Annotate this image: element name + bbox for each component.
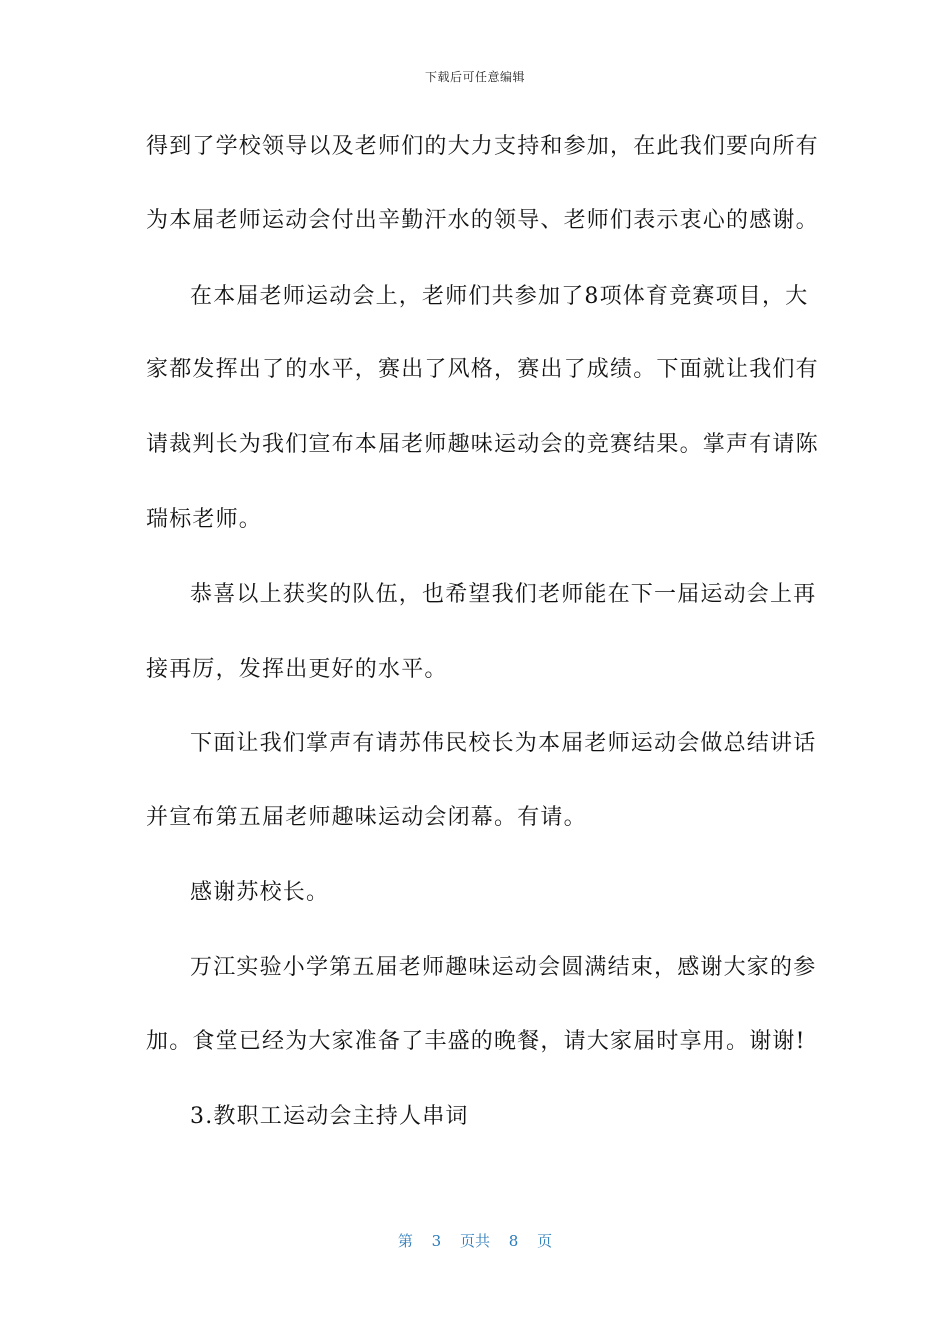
body-line-13: 加。食堂已经为大家准备了丰盛的晚餐，请大家届时享用。谢谢! [146,1029,806,1054]
page-number-footer: 第 3 页共 8 页 [397,1232,553,1250]
body-line-5: 请裁判长为我们宣布本届老师趣味运动会的竞赛结果。掌声有请陈 [146,432,819,457]
body-line-14: 3.教职工运动会主持人串词 [190,1104,469,1129]
body-line-6: 瑞标老师。 [146,507,263,532]
body-line-8: 接再厉，发挥出更好的水平。 [146,657,448,682]
body-line-2: 为本届老师运动会付出辛勤汗水的领导、老师们表示衷心的感谢。 [146,208,819,233]
body-line-4: 家都发挥出了的水平，赛出了风格，赛出了成绩。下面就让我们有 [146,357,819,382]
body-line-11: 感谢苏校长。 [190,880,330,905]
body-line-1: 得到了学校领导以及老师们的大力支持和参加，在此我们要向所有 [146,134,819,159]
body-line-10: 并宣布第五届老师趣味运动会闭幕。有请。 [146,805,587,830]
page-header-note: 下载后可任意编辑 [424,70,525,84]
body-line-7: 恭喜以上获奖的队伍，也希望我们老师能在下一届运动会上再 [190,582,817,607]
body-line-12: 万江实验小学第五届老师趣味运动会圆满结束，感谢大家的参 [190,955,817,980]
body-line-3: 在本届老师运动会上，老师们共参加了8项体育竞赛项目，大 [190,284,809,309]
body-line-9: 下面让我们掌声有请苏伟民校长为本届老师运动会做总结讲话 [190,731,817,756]
